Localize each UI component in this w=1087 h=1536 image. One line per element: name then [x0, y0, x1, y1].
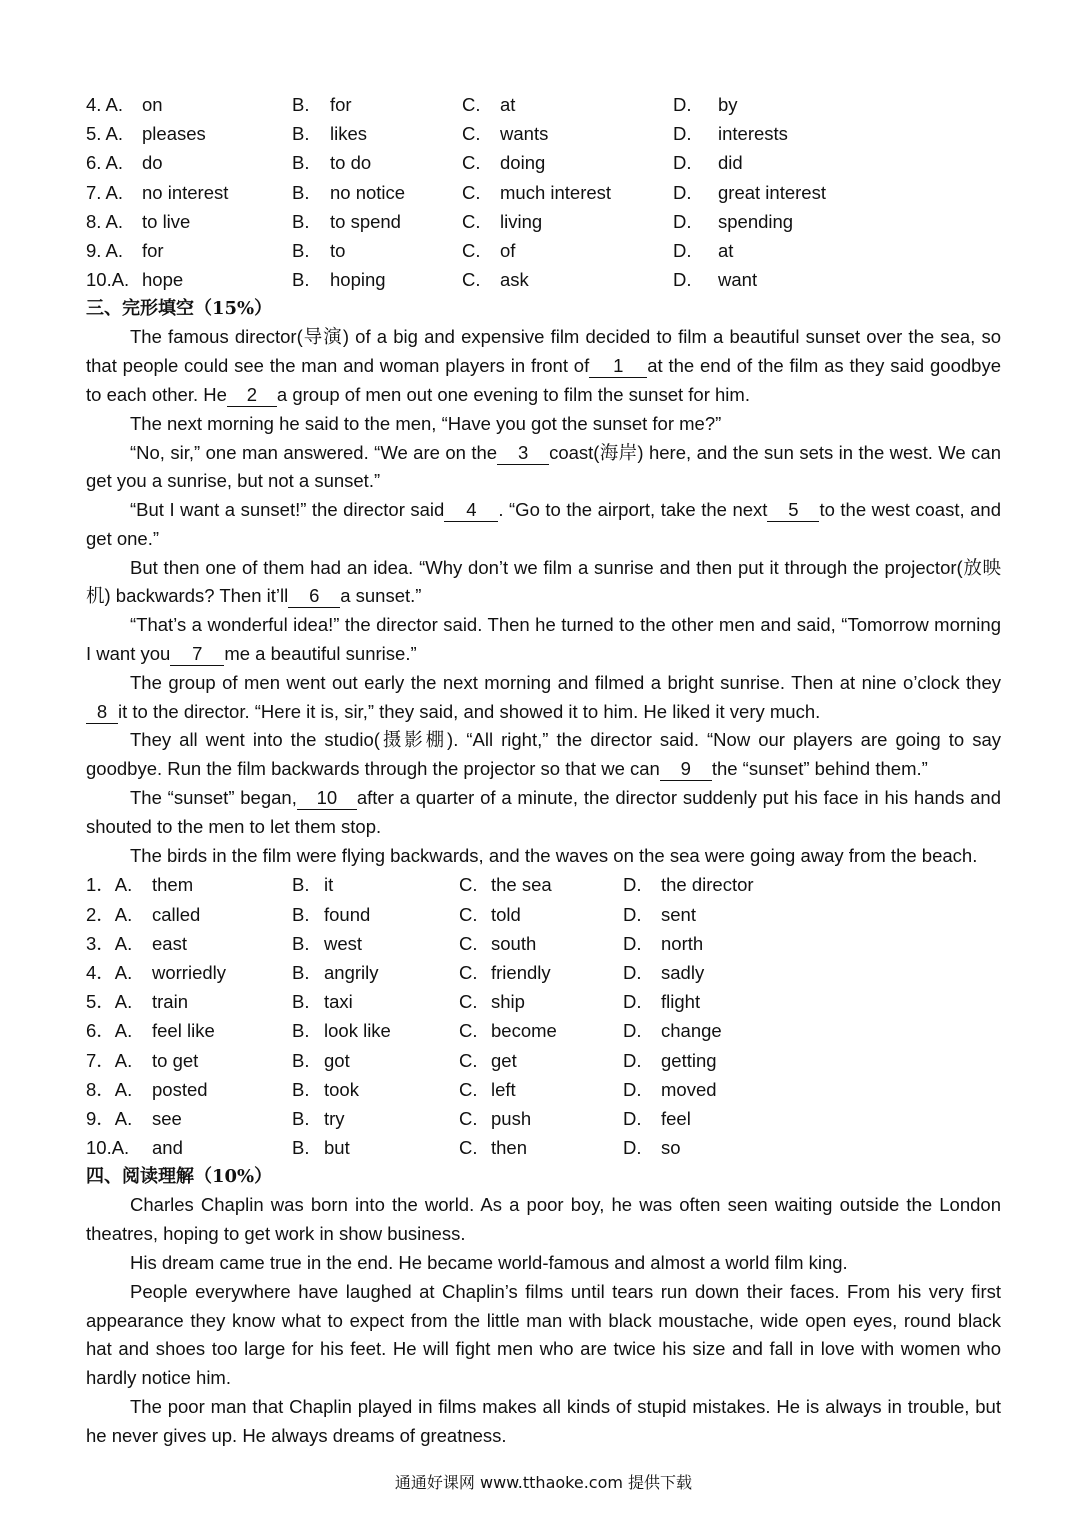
option-label: B.: [292, 1020, 310, 1042]
option-c: friendly: [491, 962, 551, 984]
option-label: C.: [459, 962, 478, 984]
option-d: want: [718, 269, 758, 291]
option-label: C.: [462, 94, 481, 115]
option-c: push: [491, 1107, 532, 1129]
option-a: to live: [142, 210, 191, 232]
option-label: C.: [462, 181, 481, 203]
option-a: to get: [152, 1049, 199, 1071]
option-label: B.: [292, 962, 310, 984]
option-label: B.: [292, 1107, 310, 1129]
option-c: ask: [500, 269, 529, 291]
option-row: [86, 1104, 1001, 1133]
option-b: likes: [330, 123, 368, 145]
option-c: of: [500, 239, 516, 261]
option-label: B.: [292, 181, 310, 203]
option-row: [86, 207, 1001, 236]
option-c: told: [491, 903, 521, 925]
option-b: found: [324, 903, 371, 925]
option-label: C.: [462, 269, 481, 291]
option-b: took: [324, 1078, 359, 1100]
option-label: B.: [292, 903, 310, 925]
option-d: flight: [661, 991, 701, 1013]
option-label: C.: [459, 874, 478, 896]
option-row: [86, 1133, 1001, 1162]
option-b: to: [330, 239, 346, 261]
option-row: [86, 148, 1001, 177]
option-c: left: [491, 1078, 516, 1100]
page-footer: 通通好课网 www.tthaoke.com 提供下载: [394, 1473, 693, 1492]
blank-8: 8: [86, 701, 118, 724]
option-row: [86, 90, 1001, 119]
option-label: D.: [673, 181, 692, 203]
question-number: 2．A.: [86, 903, 133, 925]
option-b: west: [324, 932, 363, 954]
option-a: called: [152, 903, 201, 925]
question-number: 5. A.: [86, 123, 124, 145]
question-number: 10.A.: [86, 269, 130, 291]
option-a: no interest: [142, 181, 229, 203]
option-row: [86, 929, 1001, 958]
option-label: B.: [292, 210, 310, 232]
option-label: D.: [623, 1020, 642, 1042]
option-label: C.: [459, 932, 478, 954]
option-d: so: [661, 1137, 681, 1159]
option-label: C.: [462, 152, 481, 174]
question-number: 9．A.: [86, 1107, 133, 1129]
option-label: D.: [673, 269, 692, 291]
option-label: D.: [623, 962, 642, 984]
option-label: D.: [673, 152, 692, 174]
option-label: B.: [292, 932, 310, 954]
option-row: [86, 1016, 1001, 1045]
option-a: train: [152, 991, 188, 1013]
option-label: C.: [462, 123, 481, 145]
option-d: sent: [661, 903, 696, 925]
option-d: moved: [661, 1078, 717, 1100]
option-c: become: [491, 1020, 557, 1042]
option-row: [86, 1075, 1001, 1104]
option-label: B.: [292, 874, 310, 896]
option-label: C.: [459, 1078, 478, 1100]
option-d: sadly: [661, 962, 705, 984]
cloze-paragraph-10: The birds in the film were flying backwards, and the waves on the sea were going away from the beach.: [130, 844, 978, 866]
option-label: B.: [292, 152, 310, 174]
option-row: [86, 900, 1001, 929]
option-b: angrily: [324, 962, 379, 984]
option-d: change: [661, 1020, 722, 1042]
question-number: 7. A.: [86, 181, 124, 203]
option-a: do: [142, 152, 163, 174]
option-label: C.: [459, 1137, 478, 1159]
option-row: [86, 119, 1001, 148]
option-label: D.: [623, 991, 642, 1013]
option-d: feel: [661, 1107, 691, 1129]
option-label: C.: [459, 903, 478, 925]
blank-9: 9: [660, 758, 712, 781]
option-a: hope: [142, 269, 184, 291]
question-number: 7．A.: [86, 1049, 133, 1071]
option-b: look like: [324, 1020, 391, 1042]
option-c: wants: [500, 123, 549, 145]
reading-paragraph-4: The poor man that Chaplin played in films makes all kinds of stupid mistakes. He is always in trouble, but he never gives up. He always dreams of greatness.: [86, 1395, 1001, 1446]
option-label: B.: [292, 239, 310, 261]
cloze-paragraph-9: The “sunset” began, 10 after a quarter of a minute, the director suddenly put his face in his hands and shouted to the men to let them stop.: [86, 787, 1001, 837]
question-number: 6. A.: [86, 152, 124, 174]
option-b: taxi: [324, 991, 353, 1013]
option-label: B.: [292, 1078, 310, 1100]
option-label: D.: [623, 903, 642, 925]
option-label: B.: [292, 991, 310, 1013]
option-a: for: [142, 239, 164, 261]
option-c: living: [500, 210, 543, 232]
option-b: it: [324, 874, 334, 896]
option-label: C.: [462, 210, 481, 232]
question-number: 9. A.: [86, 239, 124, 261]
option-label: B.: [292, 269, 310, 291]
option-label: D.: [623, 874, 642, 896]
blank-2: 2: [227, 384, 277, 407]
option-label: C.: [459, 1049, 478, 1071]
option-b: hoping: [330, 269, 386, 291]
option-row: [86, 987, 1001, 1016]
option-label: B.: [292, 1137, 310, 1159]
option-c: the sea: [491, 874, 552, 896]
cloze-paragraph-8: They all went into the studio(摄影棚). “All right,” the director said. “Now our players are going to say goodbye. Run the film backwards through the projector so that we can 9 the “sunset” behind them.”: [86, 729, 1001, 780]
question-number: 4．A.: [86, 962, 133, 984]
cloze-paragraph-3: “No, sir,” one man answered. “We are on the 3 coast(海岸) here, and the sun sets in the west. We can get you a sunrise, but not a sunset.”: [86, 441, 1001, 492]
section3-options: [86, 870, 1001, 1162]
blank-5: 5: [767, 499, 819, 522]
blank-4: 4: [444, 499, 498, 522]
option-b: for: [330, 94, 352, 115]
option-label: D.: [623, 1137, 642, 1159]
option-label: D.: [623, 932, 642, 954]
cloze-paragraph-4: “But I want a sunset!” the director said 4 . “Go to the airport, take the next 5 to the west coast, and get one.”: [86, 499, 1002, 549]
option-label: C.: [459, 991, 478, 1013]
option-label: D.: [673, 210, 692, 232]
section4-heading: 四、阅读理解（10%）: [86, 1166, 273, 1188]
option-row: [86, 870, 1001, 899]
option-row: [86, 1046, 1001, 1075]
question-number: 5．A.: [86, 991, 133, 1013]
question-number: 10.A.: [86, 1137, 130, 1159]
section3-heading: 三、完形填空（15%）: [86, 298, 273, 320]
option-a: them: [152, 874, 194, 896]
option-d: interests: [718, 123, 788, 145]
option-b: try: [324, 1107, 345, 1129]
option-d: the director: [661, 874, 754, 896]
option-row: [86, 958, 1001, 987]
option-c: south: [491, 932, 537, 954]
option-d: getting: [661, 1049, 717, 1071]
question-number: 8. A.: [86, 210, 124, 232]
option-c: then: [491, 1137, 528, 1159]
option-label: D.: [623, 1107, 642, 1129]
cloze-paragraph-5: But then one of them had an idea. “Why don’t we film a sunrise and then put it through the projector(放映机) backwards? Then it’ll 6 a sunset.”: [86, 556, 1001, 607]
option-row: [86, 236, 1001, 265]
option-label: D.: [673, 239, 692, 261]
option-label: C.: [459, 1107, 478, 1129]
option-a: and: [152, 1137, 183, 1159]
option-d: did: [718, 152, 743, 174]
document-page: [86, 90, 1001, 1451]
blank-1: 1: [589, 355, 647, 378]
question-number: 1．A.: [86, 874, 133, 896]
option-c: ship: [491, 991, 525, 1013]
option-b: to do: [330, 152, 372, 174]
option-a: pleases: [142, 123, 206, 145]
option-b: no notice: [330, 181, 406, 203]
option-label: D.: [673, 123, 692, 145]
option-label: B.: [292, 123, 310, 145]
option-d: great interest: [718, 181, 826, 203]
option-d: spending: [718, 210, 794, 232]
option-c: at: [500, 94, 516, 115]
option-c: doing: [500, 152, 546, 174]
option-a: worriedly: [152, 962, 227, 984]
cloze-paragraph-1: The famous director(导演) of a big and expensive film decided to film a beautiful sunset over the sea, so that people could see the man and woman players in front of 1 at the end of the film as they said goodbye to each other. He 2 a group of men out one evening to film the sunset for him.: [86, 326, 1001, 405]
blank-3: 3: [497, 442, 549, 465]
cloze-paragraph-2: The next morning he said to the men, “Have you got the sunset for me?”: [130, 412, 722, 434]
question-number: 6．A.: [86, 1020, 133, 1042]
option-label: B.: [292, 1049, 310, 1071]
option-a: on: [142, 94, 163, 115]
option-row: [86, 178, 1001, 207]
blank-6: 6: [288, 585, 340, 608]
question-number: 4. A.: [86, 94, 124, 115]
option-a: posted: [152, 1078, 208, 1100]
cloze-paragraph-7: The group of men went out early the next morning and filmed a bright sunrise. Then at nine o’clock they8 it to the director. “Here it is, sir,” they said, and showed it to him. He liked it very much.: [86, 669, 1001, 727]
blank-10: 10: [297, 787, 357, 810]
option-a: feel like: [152, 1020, 215, 1042]
option-a: see: [152, 1107, 182, 1129]
option-a: east: [152, 932, 187, 954]
option-row: [86, 265, 1001, 294]
reading-paragraph-1: Charles Chaplin was born into the world. As a poor boy, he was often seen waiting outside the London theatres, hoping to get work in show business.: [86, 1194, 1001, 1245]
cloze-paragraph-6: “That’s a wonderful idea!” the director said. Then he turned to the other men and said, “Tomorrow morning I want you 7 me a beautiful sunrise.”: [86, 614, 1001, 665]
question-number: 3．A.: [86, 932, 133, 954]
option-label: D.: [623, 1078, 642, 1100]
option-b: got: [324, 1049, 350, 1071]
option-d: by: [718, 94, 738, 115]
section2-options: [86, 90, 1001, 294]
option-c: much interest: [500, 181, 612, 203]
option-label: D.: [623, 1049, 642, 1071]
reading-paragraph-2: His dream came true in the end. He became world-famous and almost a world film king.: [130, 1251, 848, 1273]
option-d: north: [661, 932, 704, 954]
option-label: D.: [673, 94, 692, 115]
question-number: 8．A.: [86, 1078, 133, 1100]
option-c: get: [491, 1049, 517, 1071]
blank-7: 7: [170, 643, 224, 666]
option-d: at: [718, 239, 734, 261]
option-label: C.: [459, 1020, 478, 1042]
option-label: C.: [462, 239, 481, 261]
option-b: to spend: [330, 210, 401, 232]
option-label: B.: [292, 94, 310, 115]
option-b: but: [324, 1137, 350, 1159]
reading-paragraph-3: People everywhere have laughed at Chaplin’s films until tears run down their faces. From his very first appearance they know what to expect from the little man with black moustache, wide open eyes, round black hat and shoes too large for his feet. He will fight men who are twice his size and fall in love with women who hardly notice him.: [86, 1280, 1001, 1389]
